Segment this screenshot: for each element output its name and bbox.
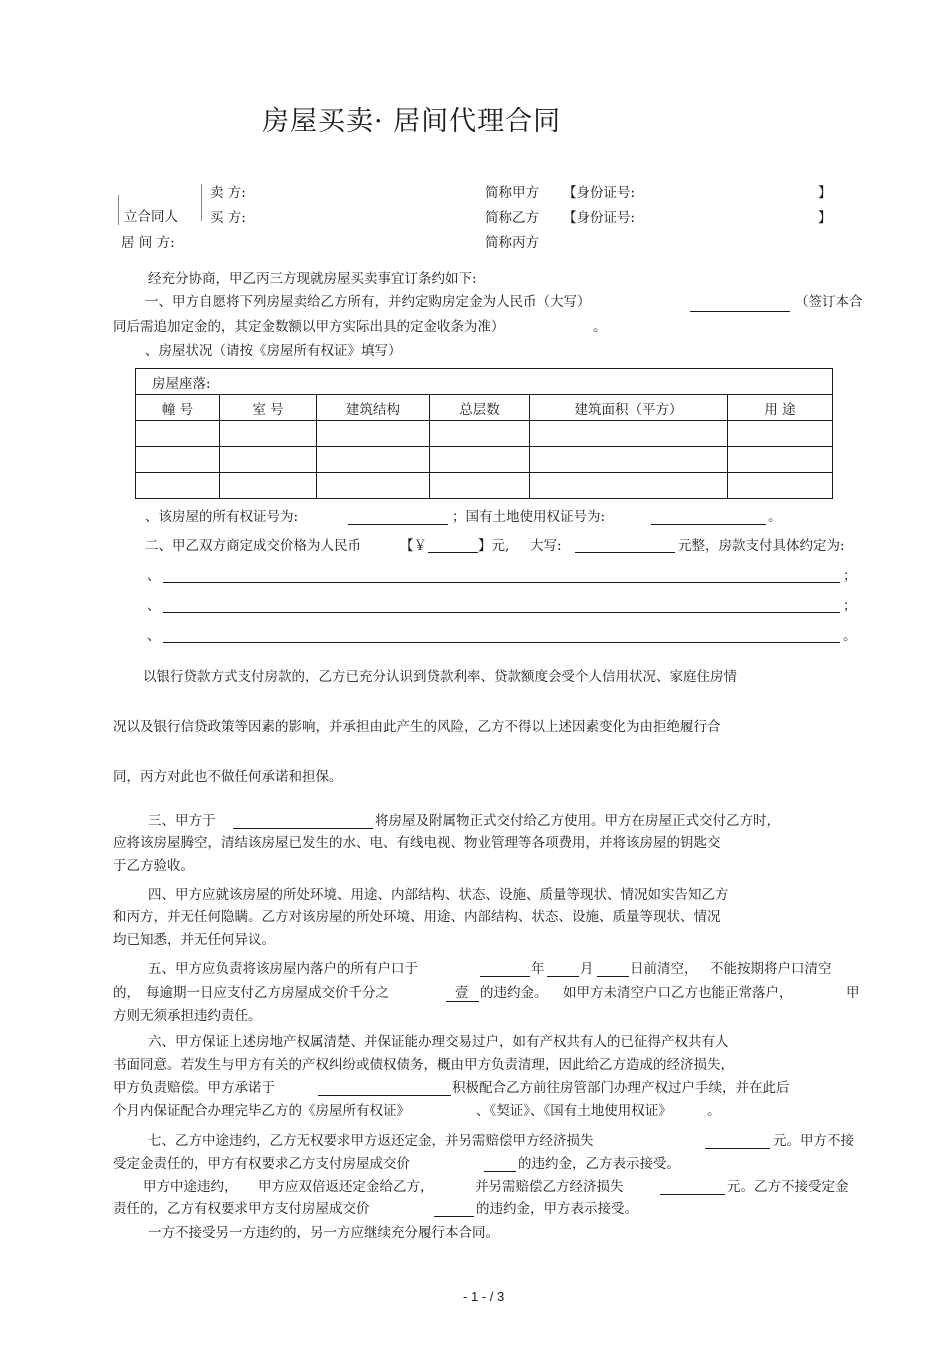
price-currency-open: 【￥ bbox=[400, 538, 427, 554]
handover-date-blank[interactable] bbox=[233, 828, 373, 829]
year-label: 年 bbox=[531, 961, 545, 977]
table-cell[interactable] bbox=[430, 421, 530, 447]
clause6-line2: 书面同意。若发生与甲方有关的产权纠纷或债权债务，概由甲方负责清理，因此给乙方造成的经济损失， bbox=[113, 1057, 734, 1073]
page-number: - 1 - / 3 bbox=[463, 1289, 505, 1304]
clause4-line1: 四、甲方应就该房屋的所处环境、用途、内部结构、状态、设施、质量等现状、情况如实告知乙方 bbox=[148, 887, 729, 903]
loan-line-1: 以银行贷款方式支付房款的，乙方已充分认识到贷款利率、贷款额度会受个人信用状况、家庭住房情 bbox=[143, 669, 737, 685]
price-number-blank[interactable] bbox=[428, 552, 478, 553]
clause5-line3: 方则无须承担违约责任。 bbox=[113, 1008, 262, 1024]
seller-penalty-blank[interactable] bbox=[434, 1216, 474, 1217]
clause1-line1: 一、甲方自愿将下列房屋卖给乙方所有，并约定购房定金为人民币（大写） bbox=[145, 294, 591, 310]
clause3-line1-end: 将房屋及附属物正式交付给乙方使用。甲方在房屋正式交付乙方时， bbox=[375, 813, 780, 829]
land-cert-blank[interactable] bbox=[651, 524, 766, 525]
hukou-year-blank[interactable] bbox=[480, 976, 530, 977]
clause1-line2-end: 。 bbox=[593, 319, 607, 335]
table-cell[interactable] bbox=[317, 473, 430, 499]
intro-text: 经充分协商，甲乙丙三方现就房屋买卖事宜订条约如下: bbox=[148, 271, 477, 287]
hukou-month-blank[interactable] bbox=[547, 976, 579, 977]
clause6-line3-end: 积极配合乙方前往房管部门办理产权过户手续，并在此后 bbox=[452, 1080, 790, 1096]
penalty-rate: 壹 bbox=[455, 985, 469, 1001]
table-cell[interactable] bbox=[530, 447, 728, 473]
payment-line-1-end: ； bbox=[843, 568, 857, 584]
price-words-label: 大写: bbox=[530, 538, 562, 554]
table-row bbox=[136, 473, 833, 499]
clause6-line4-b: 、《契证》、《国有土地使用权证》 bbox=[476, 1103, 672, 1119]
parties-bracket-right bbox=[201, 184, 202, 221]
clause3-line1-start: 三、甲方于 bbox=[148, 813, 216, 829]
price-words-blank[interactable] bbox=[575, 552, 675, 553]
clause1-line2: 同后需追加定金的，其定金数额以甲方实际出具的定金收条为准） bbox=[113, 319, 505, 335]
agent-alias: 简称丙方 bbox=[485, 235, 539, 251]
cert-end: 。 bbox=[768, 509, 782, 525]
clause5-line2-b: 每逾期一日应支付乙方房屋成交价千分之 bbox=[146, 985, 389, 1001]
clause5-line1-end: 不能按期将户口清空 bbox=[710, 961, 832, 977]
header-usage: 用 途 bbox=[728, 395, 833, 421]
clause6-line1: 六、甲方保证上述房地产权属清楚、并保证能办理交易过户，如有产权共有人的已征得产权共有人 bbox=[148, 1034, 729, 1050]
payment-line-1-prefix: 、 bbox=[147, 568, 161, 584]
table-cell[interactable] bbox=[136, 421, 220, 447]
clause2-text: 二、甲乙双方商定成交价格为人民币 bbox=[145, 538, 361, 554]
clause7-line3-c: 并另需赔偿乙方经济损失 bbox=[475, 1179, 624, 1195]
house-location-cell[interactable] bbox=[136, 369, 833, 395]
header-floor-area: 建筑面积（平方） bbox=[530, 395, 728, 421]
clause7-line3-d: 元。乙方不接受定金 bbox=[727, 1179, 849, 1195]
table-cell[interactable] bbox=[530, 473, 728, 499]
agent-label: 居 间 方: bbox=[121, 235, 175, 251]
house-status-label: 、房屋状况（请按《房屋所有权证》填写） bbox=[145, 343, 402, 359]
clause4-line3: 均已知悉，并无任何异议。 bbox=[113, 932, 275, 948]
buyer-id-label: 【身份证号: bbox=[563, 210, 636, 226]
table-cell[interactable] bbox=[317, 421, 430, 447]
table-cell[interactable] bbox=[317, 447, 430, 473]
clause5-line1-start: 五、甲方应负责将该房屋内落户的所有户口于 bbox=[148, 961, 418, 977]
month-label: 月 bbox=[580, 961, 594, 977]
header-structure: 建筑结构 bbox=[317, 395, 430, 421]
table-cell[interactable] bbox=[728, 421, 833, 447]
page-title: 房屋买卖· 居间代理合同 bbox=[262, 106, 562, 137]
ownership-cert-blank[interactable] bbox=[348, 524, 448, 525]
clause5-line2-a: 的， bbox=[113, 985, 140, 1001]
table-row bbox=[136, 447, 833, 473]
buyer-label: 买 方: bbox=[210, 210, 246, 226]
table-row bbox=[136, 421, 833, 447]
clause3-line2: 应将该房屋腾空，清结该房屋已发生的水、电、有线电视、物业管理等各项费用，并将该房屋的钥匙交 bbox=[113, 835, 721, 851]
seller-id-close: 】 bbox=[818, 185, 832, 201]
table-cell[interactable] bbox=[136, 447, 220, 473]
payment-line-1-blank[interactable] bbox=[163, 582, 840, 583]
clause6-line3-start: 甲方负责赔偿。甲方承诺于 bbox=[113, 1080, 275, 1096]
table-header-row bbox=[136, 395, 833, 421]
table-cell[interactable] bbox=[430, 447, 530, 473]
day-label: 日前清空， bbox=[630, 961, 698, 977]
clause7-line3-b: 甲方应双倍返还定金给乙方， bbox=[258, 1179, 434, 1195]
payment-terms-label: 元整，房款支付具体约定为: bbox=[678, 538, 845, 554]
payment-line-3-end: 。 bbox=[843, 628, 857, 644]
hukou-day-blank[interactable] bbox=[597, 976, 629, 977]
seller-alias: 简称甲方 bbox=[485, 185, 539, 201]
clause7-line5: 一方不接受另一方违约的，另一方应继续充分履行本合同。 bbox=[148, 1225, 499, 1241]
house-table bbox=[135, 368, 833, 499]
clause7-line1-start: 七、乙方中途违约，乙方无权要求甲方返还定金，并另需赔偿甲方经济损失 bbox=[148, 1133, 594, 1149]
payment-line-2-blank[interactable] bbox=[163, 612, 840, 613]
clause5-line2-c: 的违约金。 bbox=[480, 985, 548, 1001]
table-cell[interactable] bbox=[728, 447, 833, 473]
table-cell[interactable] bbox=[220, 473, 317, 499]
table-cell[interactable] bbox=[220, 447, 317, 473]
payment-line-3-blank[interactable] bbox=[163, 642, 840, 643]
table-cell[interactable] bbox=[728, 473, 833, 499]
price-currency-close: 】元, bbox=[478, 538, 510, 554]
payment-line-3-prefix: 、 bbox=[147, 628, 161, 644]
clause7-line2-end: 的违约金，乙方表示接受。 bbox=[518, 1156, 680, 1172]
table-row bbox=[136, 369, 833, 395]
clause3-line3: 于乙方验收。 bbox=[113, 858, 194, 874]
clause5-line2-e: 甲 bbox=[846, 985, 860, 1001]
clause6-line4-c: 。 bbox=[707, 1103, 721, 1119]
table-cell[interactable] bbox=[136, 473, 220, 499]
clause1-line1-end: （签订本合 bbox=[795, 294, 863, 310]
payment-line-2-prefix: 、 bbox=[147, 598, 161, 614]
table-cell[interactable] bbox=[530, 421, 728, 447]
transfer-date-blank[interactable] bbox=[318, 1095, 451, 1096]
buyer-alias: 简称乙方 bbox=[485, 210, 539, 226]
seller-damages-blank[interactable] bbox=[660, 1194, 725, 1195]
house-location-label: 房屋座落: bbox=[152, 375, 211, 392]
buyer-id-close: 】 bbox=[818, 210, 832, 226]
ownership-cert-label: 、该房屋的所有权证号为: bbox=[145, 509, 299, 525]
header-building-no: 幢 号 bbox=[136, 395, 220, 421]
loan-line-2: 况以及银行信贷政策等因素的影响，并承担由此产生的风险，乙方不得以上述因素变化为由拒绝履行合 bbox=[113, 719, 721, 735]
clause7-line4-end: 的违约金，甲方表示接受。 bbox=[476, 1201, 638, 1217]
clause7-line1-end: 元。甲方不接 bbox=[773, 1133, 854, 1149]
buyer-penalty-blank[interactable] bbox=[484, 1171, 516, 1172]
header-room-no: 室 号 bbox=[220, 395, 317, 421]
land-cert-label: ；国有土地使用权证号为: bbox=[452, 509, 606, 525]
clause7-line4-start: 责任的，乙方有权要求甲方支付房屋成交价 bbox=[113, 1201, 370, 1217]
table-cell[interactable] bbox=[430, 473, 530, 499]
buyer-damages-blank[interactable] bbox=[705, 1148, 770, 1149]
penalty-rate-underline bbox=[446, 1001, 479, 1002]
contract-parties-label: 立合同人 bbox=[124, 209, 178, 225]
clause7-line2-start: 受定金责任的，甲方有权要求乙方支付房屋成交价 bbox=[113, 1156, 410, 1172]
seller-label: 卖 方: bbox=[210, 185, 246, 201]
clause4-line2: 和丙方，并无任何隐瞒。乙方对该房屋的所处环境、用途、内部结构、状态、设施、质量等现状、情况 bbox=[113, 909, 721, 925]
seller-id-label: 【身份证号: bbox=[563, 185, 636, 201]
deposit-amount-blank[interactable] bbox=[690, 311, 790, 312]
loan-line-3: 同，丙方对此也不做任何承诺和担保。 bbox=[113, 769, 343, 785]
clause7-line3-a: 甲方中途违约， bbox=[143, 1179, 238, 1195]
table-cell[interactable] bbox=[220, 421, 317, 447]
parties-bracket-left bbox=[118, 195, 119, 225]
header-total-floors: 总层数 bbox=[430, 395, 530, 421]
clause6-line4-a: 个月内保证配合办理完毕乙方的《房屋所有权证》 bbox=[113, 1103, 410, 1119]
clause5-line2-d: 如甲方未清空户口乙方也能正常落户， bbox=[563, 985, 793, 1001]
payment-line-2-end: ； bbox=[843, 598, 857, 614]
